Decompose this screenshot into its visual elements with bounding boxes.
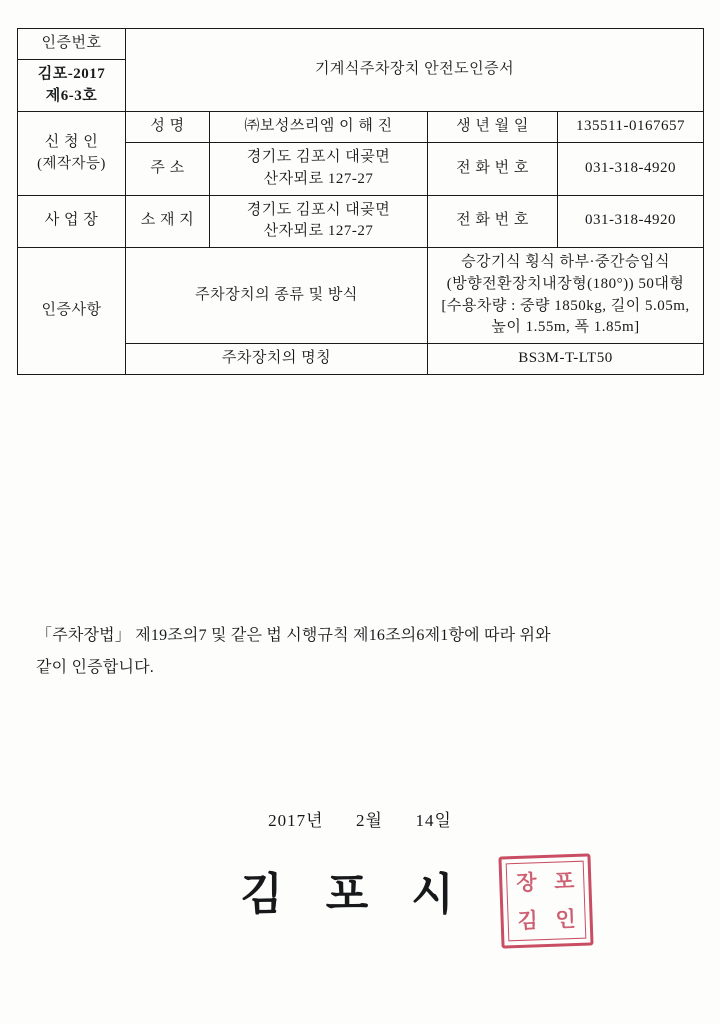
cert-number-line1: 김포-2017	[37, 65, 106, 82]
business-phone-label: 전 화 번 호	[428, 195, 558, 248]
certification-kind-label: 주차장치의 종류 및 방식	[126, 248, 428, 344]
business-location-line1: 경기도 김포시 대곶면	[246, 201, 391, 218]
issue-day: 14일	[415, 811, 452, 830]
certificate-table	[17, 28, 704, 375]
applicant-address-value	[210, 143, 428, 196]
applicant-address-line1: 경기도 김포시 대곶면	[246, 149, 391, 165]
applicant-phone-label: 전 화 번 호	[428, 143, 558, 196]
certification-name-label: 주차장치의 명칭	[126, 344, 428, 375]
legal-statement	[36, 620, 686, 684]
seal-char-1: 장	[515, 869, 537, 895]
table-row-certification-kind	[18, 248, 704, 344]
business-phone-value: 031-318-4920	[558, 195, 704, 248]
issuer-name: 김 포 시	[240, 870, 470, 919]
business-location-value	[210, 195, 428, 248]
applicant-name-label: 성 명	[126, 112, 210, 143]
legal-statement-line1: 「주차장법」 제19조의7 및 같은 법 시행규칙 제16조의6제1항에 따라 위와	[36, 627, 551, 644]
issue-month: 2월	[356, 811, 383, 830]
business-row-label: 사 업 장	[18, 195, 126, 248]
table-row-applicant-name	[18, 112, 704, 143]
seal-char-3: 김	[517, 907, 539, 933]
document-title: 기계식주차장치 안전도인증서	[126, 29, 704, 112]
seal-char-4: 인	[555, 906, 577, 932]
certification-kind-line4: 높이 1.55m, 폭 1.85m]	[491, 319, 640, 336]
issue-year: 2017년	[268, 811, 324, 830]
table-row-header	[18, 29, 704, 60]
business-location-label: 소 재 지	[126, 195, 210, 248]
applicant-address-line2: 산자뫼로 127-27	[263, 170, 374, 187]
applicant-address-label: 주 소	[126, 143, 210, 196]
cert-number-line2: 제6-3호	[45, 87, 98, 104]
table-row-business	[18, 195, 704, 248]
cert-number-value	[18, 59, 126, 112]
cert-number-label: 인증번호	[18, 29, 126, 60]
applicant-row-label-line1: 신 청 인	[44, 133, 99, 150]
issuer-block	[0, 858, 720, 922]
official-seal-icon	[498, 853, 593, 948]
seal-char-2: 포	[553, 868, 575, 894]
certification-kind-line2: (방향전환장치내장형(180°)) 50대형	[446, 275, 685, 292]
applicant-birth-label: 생 년 월 일	[428, 112, 558, 143]
official-seal-inner	[506, 861, 587, 942]
certification-kind-value	[428, 248, 704, 344]
certification-kind-line1: 승강기식 횡식 하부·중간승입식	[461, 254, 670, 270]
business-location-line2: 산자뫼로 127-27	[263, 223, 374, 240]
applicant-phone-value: 031-318-4920	[558, 143, 704, 196]
applicant-birth-value: 135511-0167657	[558, 112, 704, 143]
certification-kind-line3: [수용차량 : 중량 1850kg, 길이 5.05m,	[441, 297, 690, 314]
certification-row-label: 인증사항	[18, 248, 126, 375]
legal-statement-line2: 같이 인증합니다.	[36, 659, 154, 676]
applicant-row-label	[18, 112, 126, 195]
issue-date	[0, 806, 720, 831]
certification-name-value: BS3M-T-LT50	[428, 344, 704, 375]
applicant-name-value: ㈜보성쓰리엠 이 해 진	[210, 112, 428, 143]
applicant-row-label-line2: (제작자등)	[37, 155, 106, 172]
